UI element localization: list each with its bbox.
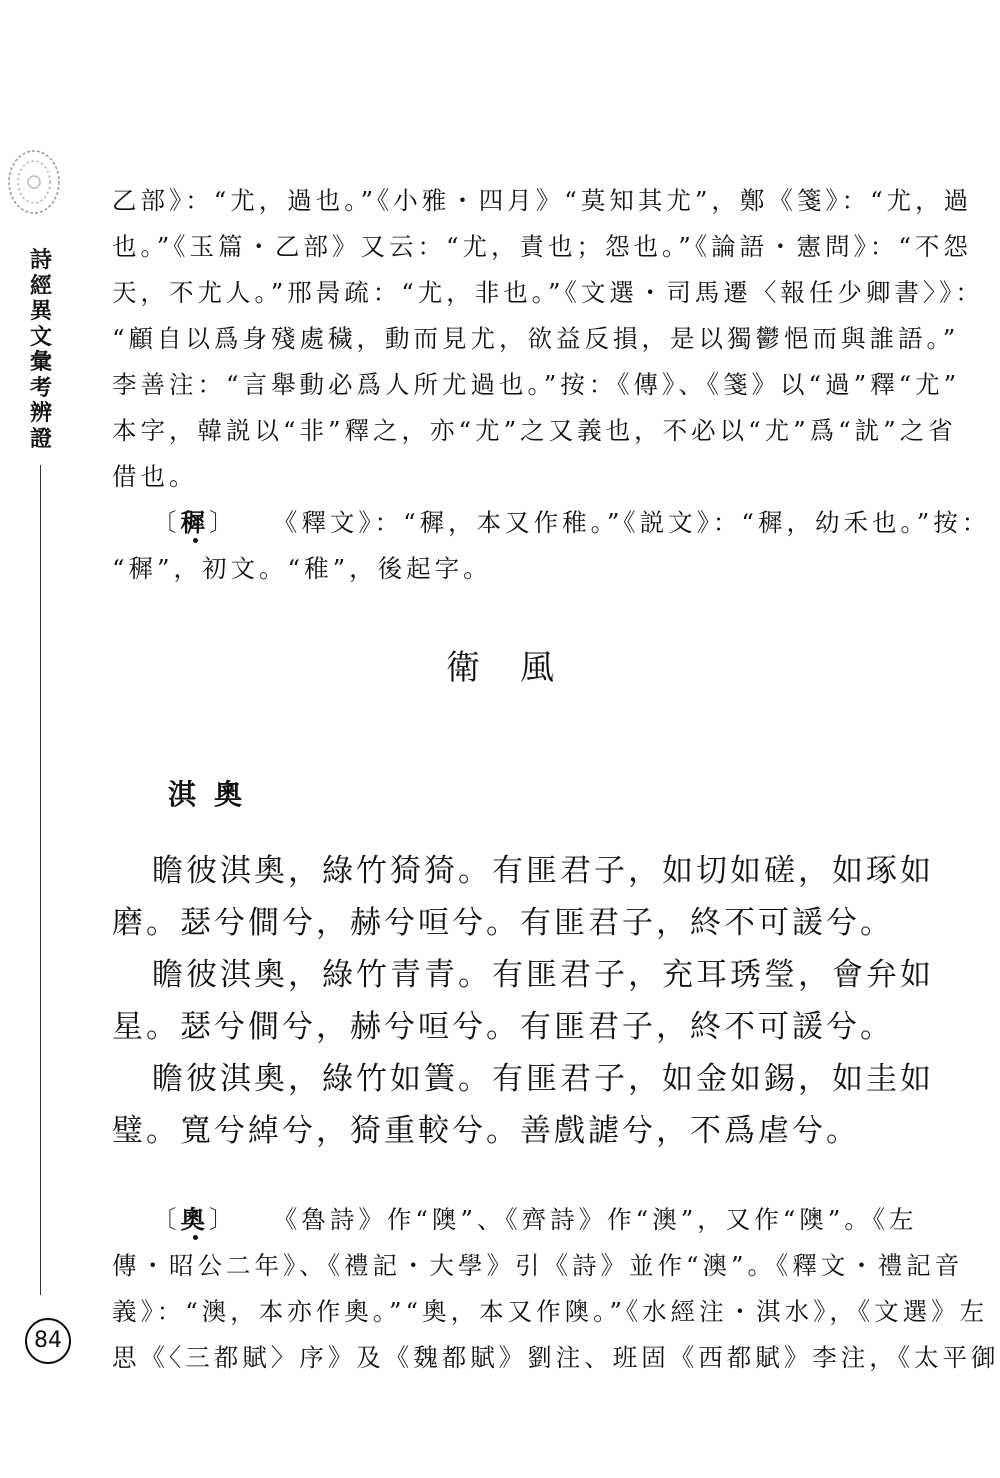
note-line: 思《〈三都賦〉序》及《魏都賦》劉注、班固《西都賦》李注，《太平御 bbox=[112, 1343, 1000, 1372]
margin-rule bbox=[40, 465, 41, 1295]
note-ao-line1 bbox=[112, 1197, 918, 1243]
bracket-open: 〔 bbox=[152, 508, 181, 537]
bracket-close: 〕 bbox=[209, 508, 238, 537]
note-line: 傳・昭公二年》、《禮記・大學》引《詩》並作“澳”。《釋文・禮記音 bbox=[112, 1251, 964, 1280]
note-line: “顧自以爲身殘處穢，動而見尤，欲益反損，是以獨鬱悒而與誰語。” bbox=[112, 324, 960, 353]
notes-bottom bbox=[112, 1197, 1000, 1381]
annotated-term: 穉 bbox=[180, 508, 209, 537]
poem-line: 星。瑟兮僴兮，赫兮咺兮。有匪君子，終不可諼兮。 bbox=[112, 1009, 894, 1045]
poem-line: 瞻彼淇奧，綠竹猗猗。有匪君子，如切如磋，如琢如 bbox=[152, 853, 934, 889]
poem-line: 瞻彼淇奧，綠竹青青。有匪君子，充耳琇瑩，會弁如 bbox=[152, 957, 934, 993]
poem-line: 璧。寬兮綽兮，猗重較兮。善戲謔兮，不爲虐兮。 bbox=[112, 1113, 860, 1149]
note-line: 本字，韓説以“非”釋之，亦“尤”之又義也，不必以“尤”爲“訧”之省 bbox=[112, 416, 957, 445]
note-zhi-line2: “穉”，初文。“稚”，後起字。 bbox=[112, 554, 492, 583]
poem-line: 瞻彼淇奧，綠竹如簀。有匪君子，如金如錫，如圭如 bbox=[152, 1061, 934, 1097]
poem-title: 淇奧 bbox=[168, 778, 261, 811]
annotated-term: 奧 bbox=[180, 1205, 209, 1234]
bracket-open: 〔 bbox=[152, 1205, 181, 1234]
bracket-close: 〕 bbox=[209, 1205, 238, 1234]
book-title-vertical: 詩經異文彙考辨證 bbox=[29, 248, 52, 452]
page-number: 84 bbox=[25, 1318, 71, 1364]
note-line: 也。”《玉篇・乙部》又云：“尤，責也；怨也。”《論語・憲問》：“不怨 bbox=[112, 232, 972, 261]
note-text: 《釋文》：“穉，本又作稚。”《説文》：“穉，幼禾也。”按： bbox=[272, 508, 991, 537]
note-line: 天，不尤人。”邢昺疏：“尤，非也。”《文選・司馬遷〈報任少卿書〉》： bbox=[112, 278, 984, 307]
notes-top bbox=[112, 178, 991, 592]
note-text: 《魯詩》作“隩”、《齊詩》作“澳”，又作“隩”。《左 bbox=[272, 1205, 918, 1234]
note-line: 乙部》：“尤，過也。”《小雅・四月》“莫知其尤”，鄭《箋》：“尤，過 bbox=[112, 186, 973, 215]
note-zhi-line1 bbox=[112, 500, 991, 546]
poem-line: 磨。瑟兮僴兮，赫兮咺兮。有匪君子，終不可諼兮。 bbox=[112, 905, 894, 941]
side-margin bbox=[0, 0, 70, 1478]
note-line: 李善注：“言舉動必爲人所尤過也。”按：《傳》、《箋》以“過”釋“尤” bbox=[112, 370, 961, 399]
note-line: 借也。 bbox=[112, 462, 198, 491]
seal-ornament bbox=[6, 148, 62, 216]
poem-body bbox=[112, 845, 934, 1157]
note-line: 義》：“澳，本亦作奧。”“奧，本又作隩。”《水經注・淇水》，《文選》左 bbox=[112, 1297, 989, 1326]
section-title: 衛風 bbox=[446, 648, 594, 688]
